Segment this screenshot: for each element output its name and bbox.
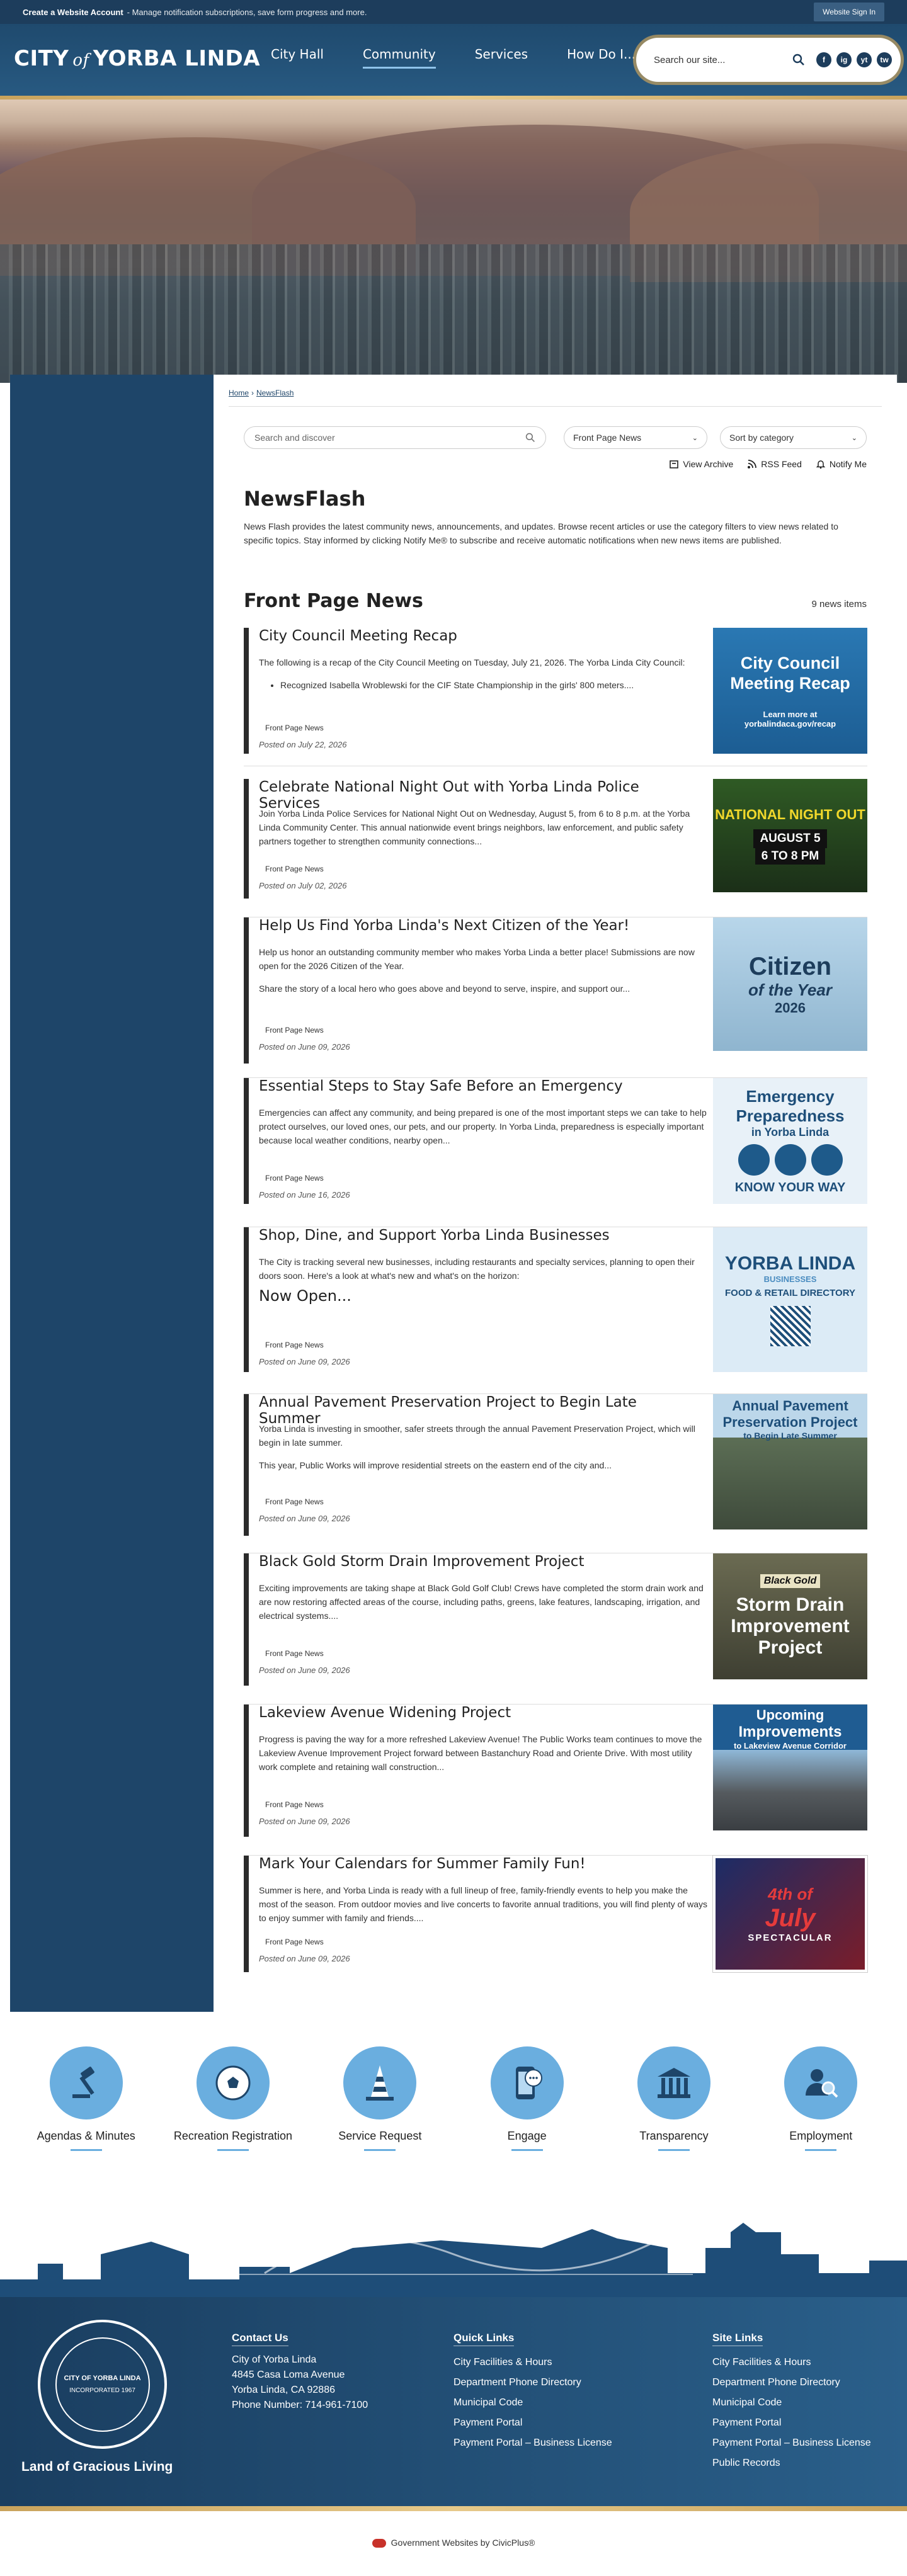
quicklink-engage[interactable] [461,2046,593,2166]
twitter-icon[interactable]: tw [877,52,892,67]
thumb-line: Citizen [748,952,832,980]
footer-quick-links [454,2329,612,2453]
article-text: This year, Public Works will improve residential streets on the eastern end of the city and... [259,1460,612,1470]
footer-link[interactable]: City Facilities & Hours [712,2357,811,2368]
credit-text: Government Websites by CivicPlus® [391,2538,535,2548]
thumb-line: City Council [740,654,840,672]
article-thumbnail[interactable] [713,917,867,1051]
thumb-line: July [765,1904,816,1932]
footer-link[interactable]: Department Phone Directory [712,2377,840,2388]
quicklink-label: Service Request [338,2130,422,2142]
article-body [259,1255,709,1303]
nav-how-do-i[interactable]: How Do I... [567,47,636,62]
thumb-line: to Begin Late Summer [743,1431,837,1441]
thumb-line: Meeting Recap [730,674,850,693]
article-title[interactable]: City Council Meeting Recap [259,628,457,644]
person-search-icon [784,2046,857,2119]
thumb-line: Preservation Project [722,1414,858,1430]
news-article [244,1553,867,1705]
site-footer [0,2297,907,2511]
quicklink-label: Recreation Registration [173,2130,293,2142]
news-article [244,628,867,766]
thumb-line: NATIONAL NIGHT OUT [715,807,865,822]
facebook-icon[interactable]: f [816,52,831,67]
news-article [244,917,867,1078]
sidebar-panel [10,375,214,2012]
article-title[interactable]: Help Us Find Yorba Linda's Next Citizen of the Year! [259,917,630,934]
traffic-cone-icon [343,2046,416,2119]
article-body [259,1581,709,1631]
article-category[interactable]: Front Page News [265,865,324,873]
instagram-icon[interactable]: ig [836,52,852,67]
nav-community[interactable]: Community [363,47,436,69]
site-search-input[interactable]: Search our site... [654,54,726,65]
civicplus-credit[interactable] [0,2538,907,2548]
article-title[interactable]: Mark Your Calendars for Summer Family Fun! [259,1856,586,1872]
footer-heading: Quick Links [454,2330,514,2346]
article-thumbnail[interactable] [713,1705,867,1830]
article-category[interactable]: Front Page News [265,1026,324,1035]
news-article [244,779,867,917]
footer-link[interactable]: Payment Portal – Business License [712,2437,871,2448]
thumb-line: BUSINESSES [763,1274,817,1284]
city-logo[interactable] [14,46,260,71]
phone-chat-icon [491,2046,564,2119]
city-skyline-illustration [0,2204,907,2298]
thumb-line: 6 TO 8 PM [755,848,826,865]
create-account-link[interactable]: Create a Website Account [23,7,123,17]
rss-feed-label: RSS Feed [761,459,802,469]
article-thumbnail[interactable] [713,1394,867,1529]
article-date: Posted on June 09, 2026 [259,1042,350,1052]
quicklink-employment[interactable] [755,2046,887,2166]
article-thumbnail[interactable] [713,628,867,754]
article-body [259,1883,709,1934]
thumb-line: to Lakeview Avenue Corridor [734,1741,847,1750]
thumb-line: Project [758,1637,823,1658]
article-text: Join Yorba Linda Police Services for National Night Out on Wednesday, August 5, from 6 to 8 p.m. at the Yorba Linda Community Center. This annual nationwide event brings neighbors, law enforcement, and public safety partners together to strengthen community connections... [259,809,690,846]
article-body [259,1106,709,1156]
nav-services[interactable]: Services [474,47,528,62]
footer-contact [232,2329,368,2413]
thumb-line: in Yorba Linda [751,1126,830,1138]
footer-link[interactable]: Payment Portal [712,2417,782,2428]
thumb-line: Learn more at [763,710,818,719]
article-category[interactable]: Front Page News [265,723,324,732]
thumb-line: YORBA LINDA [724,1253,856,1274]
article-title[interactable]: Celebrate National Night Out with Yorba Linda Police Services [259,779,639,812]
logo-of: of [72,51,89,70]
section-title: Front Page News [244,590,423,612]
article-text: Progress is paving the way for a more refreshed Lakeview Avenue! The Public Works team continues to move the Lakeview Avenue Improvement Project forward between Bastanchury Road and Oriente Drive. With most utility work complete and retaining wall construction... [259,1734,702,1772]
emergency-icons [738,1144,843,1176]
news-article [244,1856,867,2000]
logo-name: YORBA LINDA [93,46,261,71]
building-icon [637,2046,710,2119]
sign-in-button[interactable]: Website Sign In [814,3,884,21]
account-message: - Manage notification subscriptions, save form progress and more. [127,7,367,17]
thumb-line: Upcoming [756,1707,824,1723]
breadcrumb: Home › NewsFlash [229,389,294,397]
notify-me-link[interactable] [816,459,867,469]
article-category[interactable]: Front Page News [265,1341,324,1349]
thumb-line: of the Year [748,980,832,999]
article-text: The City is tracking several new businesses, including restaurants and specialty services, planning to open their doors soon. Here's a look at what's new and what's on the horizon: [259,1257,695,1281]
article-title[interactable]: Lakeview Avenue Widening Project [259,1705,511,1721]
thumb-line: Improvement [731,1616,850,1637]
thumb-line: 4th of [768,1885,813,1904]
thumb-line: Annual Pavement [732,1398,848,1414]
quicklink-recreation[interactable] [167,2046,299,2166]
article-category[interactable]: Front Page News [265,1649,324,1658]
article-body [259,945,709,1004]
sort-select-value: Sort by category [729,433,794,443]
thumb-line: FOOD & RETAIL DIRECTORY [725,1288,855,1298]
soccer-ball-icon [197,2046,270,2119]
news-actions [669,459,867,469]
breadcrumb-current[interactable]: NewsFlash [256,389,294,397]
search-icon[interactable] [792,54,805,66]
footer-heading: Contact Us [232,2330,288,2346]
thumb-line: KNOW YOUR WAY [734,1181,846,1194]
social-links [816,52,892,67]
article-category[interactable]: Front Page News [265,1174,324,1183]
account-bar [0,0,907,24]
article-text: Summer is here, and Yorba Linda is ready with a full lineup of free, family-friendly events to help you make the most of the season. From outdoor movies and live concerts to favorite annual traditions, you will find plenty of ways to enjoy summer with family and friends.... [259,1885,708,1923]
qr-code-icon [770,1306,811,1346]
article-title[interactable]: Shop, Dine, and Support Yorba Linda Businesses [259,1227,610,1244]
seal-subtext: INCORPORATED 1967 [69,2387,135,2394]
article-text: Share the story of a local hero who goes above and beyond to serve, inspire, and support our... [259,984,630,994]
article-body [259,1422,709,1481]
footer-link[interactable]: City Facilities & Hours [454,2357,552,2368]
footer-link[interactable]: Municipal Code [454,2397,523,2408]
news-article [244,1227,867,1394]
quicklink-service-request[interactable] [314,2046,446,2166]
logo-city: CITY [14,46,69,71]
thumb-line: Improvements [738,1723,842,1740]
page-title: NewsFlash [244,487,366,511]
news-count: 9 news items [811,599,867,610]
thumb-line: SPECTACULAR [748,1932,833,1943]
article-body [259,807,709,857]
page-intro: News Flash provides the latest community news, announcements, and updates. Browse recent articles or use the category filters to view news related to specific topics. Stay informed by clicking Notify Me® to subscribe and receive automatic notifications when new news items are published. [244,521,838,545]
contact-line: 4845 Casa Loma Avenue [232,2369,345,2380]
thumb-line: Black Gold [760,1574,821,1588]
contact-line: Yorba Linda, CA 92886 [232,2385,335,2395]
footer-site-links [712,2329,871,2473]
view-archive-label: View Archive [683,459,734,469]
site-header [0,24,907,99]
article-thumbnail[interactable] [713,1227,867,1372]
rss-icon [747,459,757,469]
search-icon[interactable] [525,433,535,443]
footer-link[interactable]: Payment Portal [454,2417,523,2428]
quick-links-icons [0,2046,907,2166]
article-body [259,1732,709,1783]
news-search-input[interactable] [244,426,546,449]
article-text: Emergencies can affect any community, and being prepared is one of the most important steps we can take to help protect ourselves, our loved ones, our pets, and our property. In Yorba Linda, preparedness is especially important because local weather conditions, nearby open... [259,1108,707,1145]
notify-me-label: Notify Me [829,459,867,469]
article-text: The following is a recap of the City Council Meeting on Tuesday, July 21, 2026. The Yorba Linda City Council: [259,657,685,667]
youtube-icon[interactable]: yt [857,52,872,67]
view-archive-link[interactable] [669,459,733,469]
seal-text: CITY OF YORBA LINDA [64,2375,141,2382]
article-text: Exciting improvements are taking shape at Black Gold Golf Club! Crews have completed the storm drain work and are now restoring affected areas of the course, including paths, greens, lake features, landscaping, irrigation, and electrical systems.... [259,1583,704,1621]
footer-link[interactable]: Municipal Code [712,2397,782,2408]
article-thumbnail[interactable] [713,779,867,892]
footer-link[interactable]: Public Records [712,2458,780,2468]
quicklink-transparency[interactable] [608,2046,740,2166]
contact-line: City of Yorba Linda [232,2354,317,2365]
site-search [636,38,901,82]
quicklink-label: Agendas & Minutes [37,2130,135,2142]
article-date: Posted on June 09, 2026 [259,1817,350,1826]
news-article [244,1394,867,1553]
thumb-line: AUGUST 5 [753,829,826,848]
category-select[interactable] [564,426,707,449]
city-seal [38,2320,167,2449]
article-body [259,655,709,692]
article-bullet: • Recognized Isabella Wroblewski for the CIF State Championship in the girls' 800 meters.... [280,678,709,692]
footer-link[interactable]: Department Phone Directory [454,2377,581,2388]
footer-link[interactable]: Payment Portal – Business License [454,2437,612,2448]
quicklink-label: Transparency [639,2130,709,2142]
contact-phone[interactable]: Phone Number: 714-961-7100 [232,2400,368,2410]
article-title[interactable]: Annual Pavement Preservation Project to Begin Late Summer [259,1394,637,1427]
quicklink-agendas[interactable] [20,2046,152,2166]
article-category[interactable]: Front Page News [265,1497,324,1506]
thumb-line: 2026 [775,999,806,1016]
article-category[interactable]: Front Page News [265,1800,324,1809]
thumb-line: Storm Drain [736,1594,845,1615]
news-article [244,1705,867,1856]
article-subheading: Now Open... [259,1287,351,1305]
article-date: Posted on July 02, 2026 [259,881,347,890]
article-date: Posted on July 22, 2026 [259,740,347,749]
article-date: Posted on June 16, 2026 [259,1190,350,1200]
thumb-line: Emergency [746,1087,835,1106]
breadcrumb-home[interactable]: Home [229,389,249,397]
gavel-icon [50,2046,123,2119]
news-search-placeholder: Search and discover [254,433,335,443]
article-text: Help us honor an outstanding community member who makes Yorba Linda a better place! Submissions are now open for the 2026 Citizen of the Year. [259,947,695,971]
quicklink-label: Engage [507,2130,547,2142]
article-thumbnail[interactable] [713,1553,867,1679]
article-date: Posted on June 09, 2026 [259,1954,350,1963]
article-text: Yorba Linda is investing in smoother, safer streets through the annual Pavement Preservation Project, which will begin in late summer. [259,1424,695,1448]
thumb-line: yorbalindaca.gov/recap [744,719,836,729]
footer-heading: Site Links [712,2330,763,2346]
main-nav [271,47,675,69]
civicplus-logo-icon [372,2539,386,2548]
article-category[interactable]: Front Page News [265,1938,324,1946]
news-article [244,1078,867,1227]
article-thumbnail[interactable] [713,1856,867,1972]
sort-select[interactable] [720,426,867,449]
chevron-down-icon: ⌄ [851,434,857,442]
quicklink-label: Employment [789,2130,853,2142]
city-tagline: Land of Gracious Living [21,2460,173,2474]
main-content [214,375,897,2012]
article-thumbnail[interactable] [713,1078,867,1204]
category-select-value: Front Page News [573,433,642,443]
rss-feed-link[interactable] [747,459,802,469]
thumb-line: Preparedness [736,1106,845,1125]
bell-icon [816,459,826,469]
chevron-down-icon: ⌄ [692,434,698,442]
article-title[interactable]: Black Gold Storm Drain Improvement Project [259,1553,585,1570]
article-date: Posted on June 09, 2026 [259,1357,350,1366]
article-date: Posted on June 09, 2026 [259,1514,350,1523]
article-date: Posted on June 09, 2026 [259,1665,350,1675]
article-title[interactable]: Essential Steps to Stay Safe Before an Emergency [259,1078,623,1094]
archive-icon [669,459,679,469]
nav-city-hall[interactable]: City Hall [271,47,324,62]
hero-image [0,99,907,383]
